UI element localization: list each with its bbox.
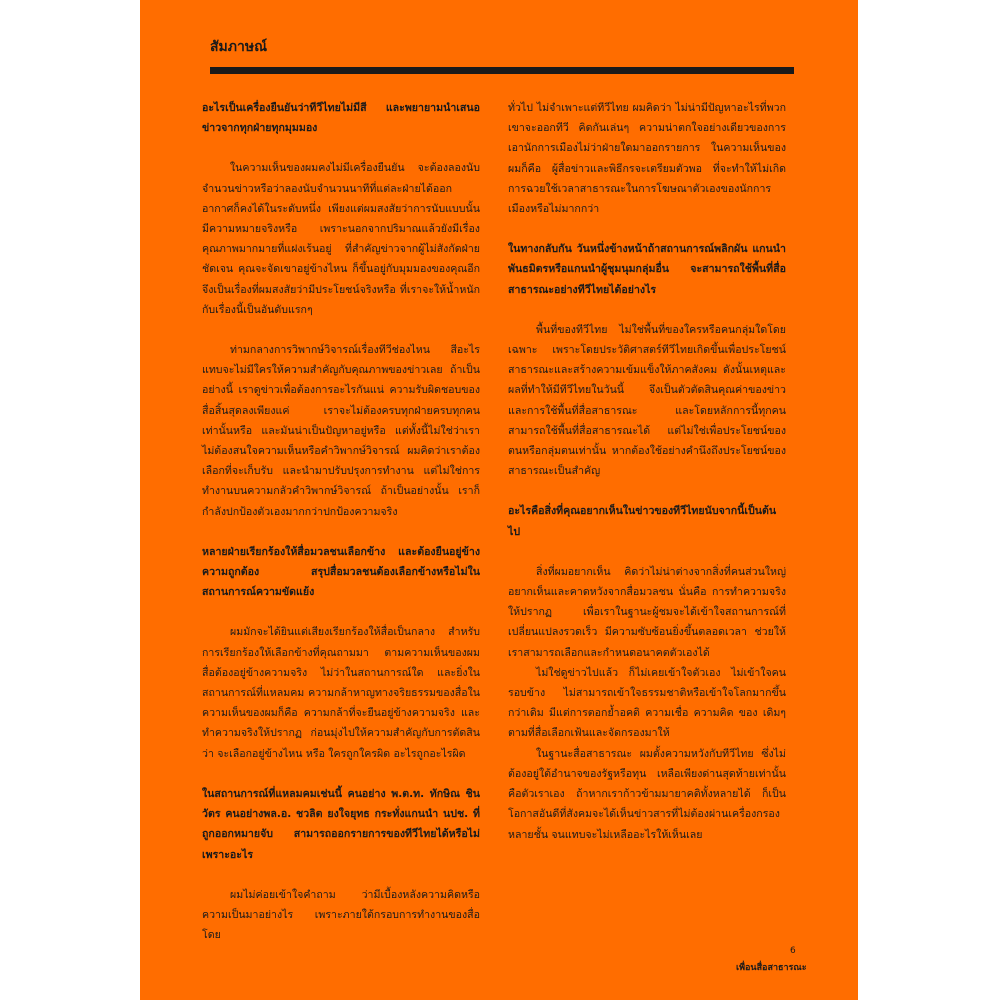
left-column	[202, 98, 480, 945]
section-label: สัมภาษณ์	[210, 39, 268, 55]
answer-paragraph: ท่ามกลางการวิพากษ์วิจารณ์เรื่องทีวีช่องไหน สีอะไร แทบจะไม่มีใครให้ความสำคัญกับคุณภาพของข่าวเลย ถ้าเป็นอย่างนี้ เราดูข่าวเพื่อต้องการอะไรกันแน่ ความรับผิดชอบของสื่อสิ้นสุดลงเพียงแค่ เราจะไม่ต้องครบทุกฝ่ายครบทุกคน เท่านั้นหรือ และมันน่าเป็นปัญหาอยู่หรือ แต่ทั้งนี้ไม่ใช่ว่าเราไม่ต้องสนใจความเห็นหรือคำวิพากษ์วิจารณ์ ผมคิดว่าเราต้องเลือกที่จะเก็บรับ และนำมาปรับปรุงการทำงาน แต่ไม่ใช่การทำงานบนความกลัวคำวิพากษ์วิจารณ์ ถ้าเป็นอย่างนั้น เราก็กำลังปกป้องตัวเองมากกว่าปกป้องความจริง	[202, 344, 480, 518]
answer-paragraph: ในความเห็นของผมคงไม่มีเครื่องยืนยัน จะต้องลองนับจำนวนข่าวหรือว่าลองนับจำนวนนาทีที่แต่ละฝ่ายได้ออกอากาศก็คงได้ในระดับหนึ่ง เพียงแต่ผมสงสัยว่าการนับแบบนั้นมีความหมายจริงหรือ เพราะนอกจากปริมาณแล้วยังมีเรื่องคุณภาพมากมายที่แฝงเร้นอยู่ ที่สำคัญข่าวจากผู้ไม่สังกัดฝ่ายชัดเจน คุณจะจัดเขาอยู่ข้างไหน ก็ขึ้นอยู่กับมุมมองของคุณอีก จึงเป็นเรื่องที่ผมสงสัยว่ามีประโยชน์จริงหรือ ที่เราจะให้น้ำหนักกับเรื่องนี้เป็นอันดับแรกๆ	[202, 162, 480, 316]
question-paragraph: ในทางกลับกัน วันหนึ่งข้างหน้าถ้าสถานการณ์พลิกผัน แกนนำพันธมิตรหรือแกนนำผู้ชุมนุมกลุ่มอื่น จะสามารถใช้พื้นที่สื่อสาธารณะอย่างทีวีไทยได้อย่างไร	[508, 243, 786, 296]
answer-paragraph: ทั่วไป ไม่จำเพาะแต่ทีวีไทย ผมคิดว่า ไม่น่ามีปัญหาอะไรที่พวกเขาจะออกทีวี คิดกันเล่นๆ ความน่าตกใจอย่างเดียวของการเอานักการเมืองไม่ว่าฝ่ายใดมาออกรายการ ในความเห็นของผมก็คือ ผู้สื่อข่าวและพิธีกรจะเตรียมตัวพอ ที่จะทำให้ไม่เกิดการฉวยใช้เวลาสาธารณะในการโฆษณาตัวเองของนักการเมืองหรือไม่มากกว่า	[508, 102, 786, 216]
footer-brand: เพื่อนสื่อสาธารณะ	[736, 963, 807, 973]
answer-paragraph: ในฐานะสื่อสาธารณะ ผมตั้งความหวังกับทีวีไทย ซึ่งไม่ต้องอยู่ใต้อำนาจของรัฐหรือทุน เหลือเพียงด่านสุดท้ายเท่านั้นคือตัวเราเอง ถ้าหากเราก้าวข้ามมายาคติทั้งหลายได้ ก็เป็นโอกาสอันดีที่สังคมจะได้เห็นข่าวสารที่ไม่ต้องผ่านเครื่องกรองหลายชั้น จนแทบจะไม่เหลืออะไรให้เห็นเลย	[508, 747, 786, 841]
page-number: 6	[790, 946, 796, 956]
answer-paragraph: ผมไม่ค่อยเข้าใจคำถาม ว่ามีเบื้องหลังความคิดหรือความเป็นมาอย่างไร เพราะภายใต้กรอบการทำงานของสื่อ โดย	[202, 888, 480, 942]
answer-paragraph: พื้นที่ของทีวีไทย ไม่ใช่พื้นที่ของใครหรือคนกลุ่มใดโดยเฉพาะ เพราะโดยประวัติศาสตร์ทีวีไทยเกิดขึ้นเพื่อประโยชน์สาธารณะและสร้างความเข้มแข็งให้ภาคสังคม ดังนั้นเหตุและผลที่ทำให้มีทีวีไทยในวันนี้ จึงเป็นตัวตัดสินคุณค่าของข่าว และการใช้พื้นที่สื่อสาธารณะ และโดยหลักการนี้ทุกคนสามารถใช้พื้นที่สื่อสาธารณะได้ แต่ไม่ใช่เพื่อประโยชน์ของตนหรือกลุ่มตนเท่านั้น หากต้องใช้อย่างคำนึงถึงประโยชน์ของสาธารณะเป็นสำคัญ	[508, 323, 786, 478]
answer-paragraph: ผมมักจะได้ยินแต่เสียงเรียกร้องให้สื่อเป็นกลาง สำหรับการเรียกร้องให้เลือกข้างที่คุณถามมา ตามความเห็นของผมสื่อต้องอยู่ข้างความจริง ไม่ว่าในสถานการณ์ใด และยิ่งในสถานการณ์ที่แหลมคม ความกล้าหาญทางจริยธรรมของสื่อในความเห็นของผมก็คือ ความกล้าที่จะยืนอยู่ข้างความจริง และทำความจริงให้ปรากฏ ก่อนมุ่งไปให้ความสำคัญกับการตัดสินว่า จะเลือกอยู่ข้างไหน หรือ ใครถูกใครผิด อะไรถูกอะไรผิด	[202, 626, 480, 760]
question-paragraph: หลายฝ่ายเรียกร้องให้สื่อมวลชนเลือกข้าง และต้องยืนอยู่ข้างความถูกต้อง สรุปสื่อมวลชนต้องเลือกข้างหรือไม่ในสถานการณ์ความขัดแย้ง	[202, 545, 480, 599]
question-paragraph: ในสถานการณ์ที่แหลมคมเช่นนี้ คนอย่าง พ.ต.ท. ทักษิณ ชินวัตร คนอย่างพล.อ. ชวลิต ยงใจยุทธ กระทั่งแกนนำ นปช. ที่ถูกออกหมายจับ สามารถออกรายการของทีวีไทยได้หรือไม่ เพราะอะไร	[202, 787, 480, 861]
right-column	[508, 98, 786, 845]
question-paragraph: อะไรคือสิ่งที่คุณอยากเห็นในข่าวของทีวีไทยนับจากนี้เป็นต้นไป	[508, 505, 777, 538]
document-page	[140, 0, 858, 1000]
header-rule	[210, 67, 794, 74]
answer-paragraph: ไม่ใช่ดูข่าวไปแล้ว ก็ไม่เคยเข้าใจตัวเอง ไม่เข้าใจคนรอบข้าง ไม่สามารถเข้าใจธรรมชาติหรือเข้าใจโลกมากขึ้นกว่าเดิม มีแต่การตอกย้ำอคติ ความเชื่อ ความคิด ของ เดิมๆ ตามที่สื่อเลือกเฟ้นและจัดกรองมาให้	[508, 666, 786, 740]
question-paragraph: อะไรเป็นเครื่องยืนยันว่าทีวีไทยไม่มีสี และพยายามนำเสนอข่าวจากทุกฝ่ายทุกมุมมอง	[202, 102, 480, 135]
answer-paragraph: สิ่งที่ผมอยากเห็น คิดว่าไม่น่าต่างจากสิ่งที่คนส่วนใหญ่อยากเห็นและคาดหวังจากสื่อมวลชน นั่นคือ การทำความจริงให้ปรากฏ เพื่อเราในฐานะผู้ชมจะได้เข้าใจสถานการณ์ที่เปลี่ยนแปลงรวดเร็ว มีความซับซ้อนยิ่งขึ้นตลอดเวลา ช่วยให้เราสามารถเลือกและกำหนดอนาคตตัวเองได้	[508, 565, 786, 659]
